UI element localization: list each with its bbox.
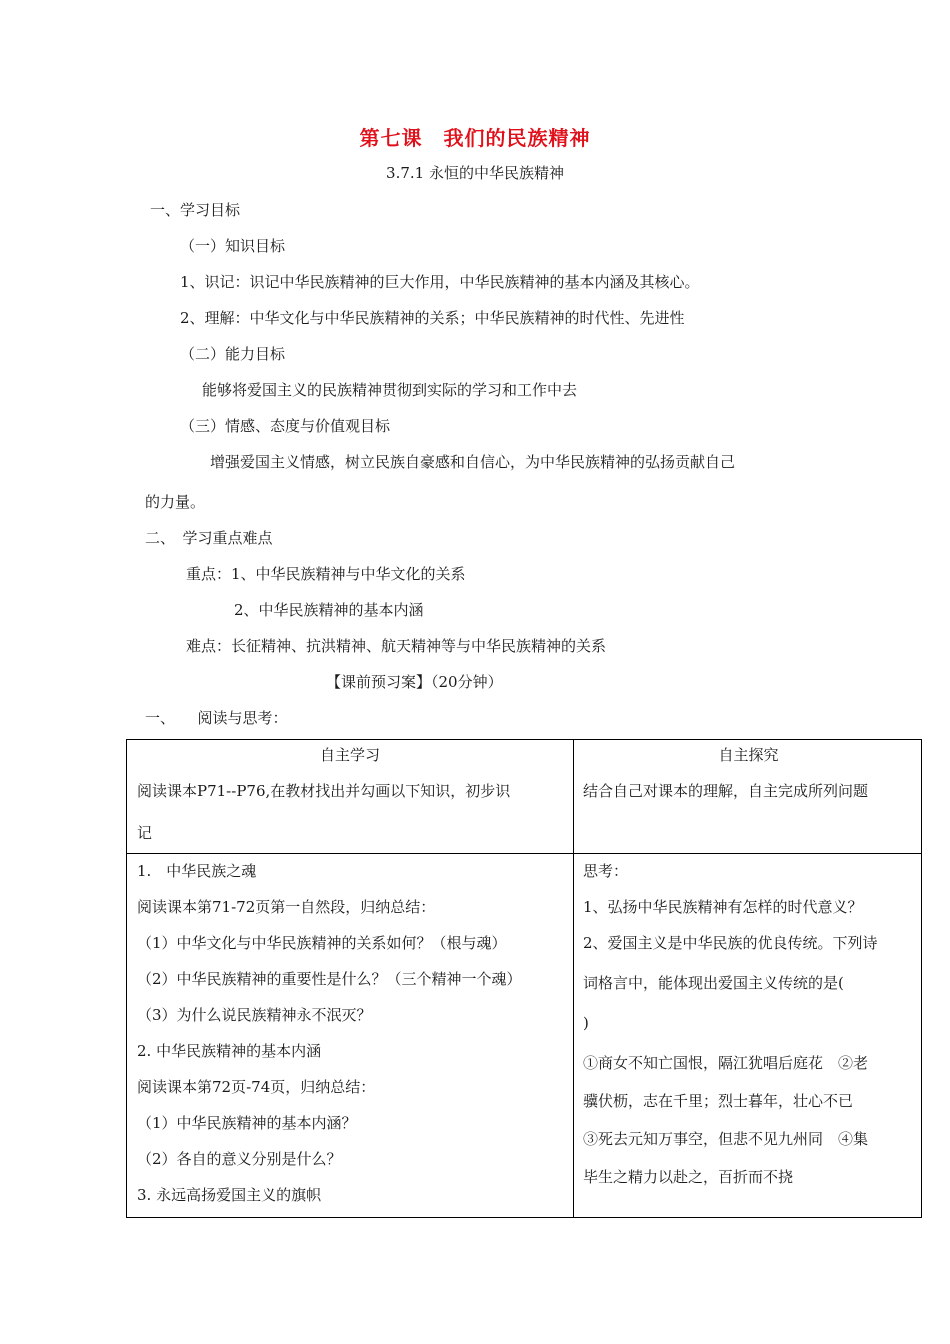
emotion-goal-text-1: 增强爱国主义情感，树立民族自豪感和自信心，为中华民族精神的弘扬贡献自己	[210, 453, 736, 471]
right-body-line: 毕生之精力以赴之，百折而不挠	[583, 1168, 794, 1186]
right-intro: 结合自己对课本的理解，自主完成所列问题	[583, 782, 869, 800]
left-body-line: （3）为什么说民族精神永不泯灭？	[137, 1006, 372, 1024]
knowledge-goal-1: 1、识记：识记中华民族精神的巨大作用，中华民族精神的基本内涵及其核心。	[180, 273, 700, 291]
left-column-header: 自主学习	[319, 746, 380, 764]
right-body-line: 词格言中，能体现出爱国主义传统的是(	[583, 974, 844, 992]
right-body-line: 2、爱国主义是中华民族的优良传统。下列诗	[583, 934, 878, 952]
lesson-subtitle: 3.7.1 永恒的中华民族精神	[386, 164, 564, 182]
right-body-line: ①商女不知亡国恨，隔江犹唱后庭花 ②老	[583, 1054, 869, 1072]
section-2-heading: 二、 学习重点难点	[145, 529, 273, 547]
left-body-line: （1）中华文化与中华民族精神的关系如何？（根与魂）	[137, 934, 507, 952]
study-table	[126, 739, 922, 1218]
right-body-line: 骥伏枥，志在千里；烈士暮年，壮心不已	[583, 1092, 854, 1110]
right-body-line: 1、弘扬中华民族精神有怎样的时代意义？	[583, 898, 863, 916]
key-point-2: 2、中华民族精神的基本内涵	[234, 601, 424, 619]
knowledge-goal-heading: （一）知识目标	[180, 237, 286, 255]
section-1-heading: 一、学习目标	[150, 201, 241, 219]
left-body-line: 阅读课本第71-72页第一自然段，归纳总结：	[137, 898, 436, 916]
right-body-line: 思考：	[583, 862, 629, 880]
knowledge-goal-2: 2、理解：中华文化与中华民族精神的关系；中华民族精神的时代性、先进性	[180, 309, 685, 327]
ability-goal-text: 能够将爱国主义的民族精神贯彻到实际的学习和工作中去	[202, 381, 578, 399]
emotion-goal-text-2: 的力量。	[145, 493, 206, 511]
emotion-goal-heading: （三）情感、态度与价值观目标	[180, 417, 391, 435]
left-body-line: （1）中华民族精神的基本内涵？	[137, 1114, 357, 1132]
left-intro-line-1: 阅读课本P71--P76,在教材找出并勾画以下知识，初步识	[137, 782, 511, 800]
right-body-line: ③死去元知万事空，但悲不见九州同 ④集	[583, 1130, 869, 1148]
difficult-point: 难点：长征精神、抗洪精神、航天精神等与中华民族精神的关系	[186, 637, 607, 655]
preview-heading: 【课前预习案】（20分钟）	[326, 673, 503, 691]
table-row-divider	[127, 853, 921, 854]
left-body-line: 2. 中华民族精神的基本内涵	[137, 1042, 322, 1060]
table-column-divider	[573, 740, 574, 1217]
page-title: 第七课 我们的民族精神	[359, 126, 591, 150]
ability-goal-heading: （二）能力目标	[180, 345, 286, 363]
left-body-line: 3. 永远高扬爱国主义的旗帜	[137, 1186, 322, 1204]
left-body-line: 1. 中华民族之魂	[137, 862, 257, 880]
right-body-line: )	[583, 1014, 589, 1032]
key-point-1: 重点：1、中华民族精神与中华文化的关系	[186, 565, 466, 583]
left-body-line: 阅读课本第72页-74页，归纳总结：	[137, 1078, 376, 1096]
left-body-line: （2）各自的意义分别是什么？	[137, 1150, 342, 1168]
left-body-line: （2）中华民族精神的重要性是什么？（三个精神一个魂）	[137, 970, 522, 988]
left-intro-line-2: 记	[137, 824, 153, 842]
right-column-header: 自主探究	[718, 746, 779, 764]
reading-heading: 一、 阅读与思考：	[145, 709, 288, 727]
